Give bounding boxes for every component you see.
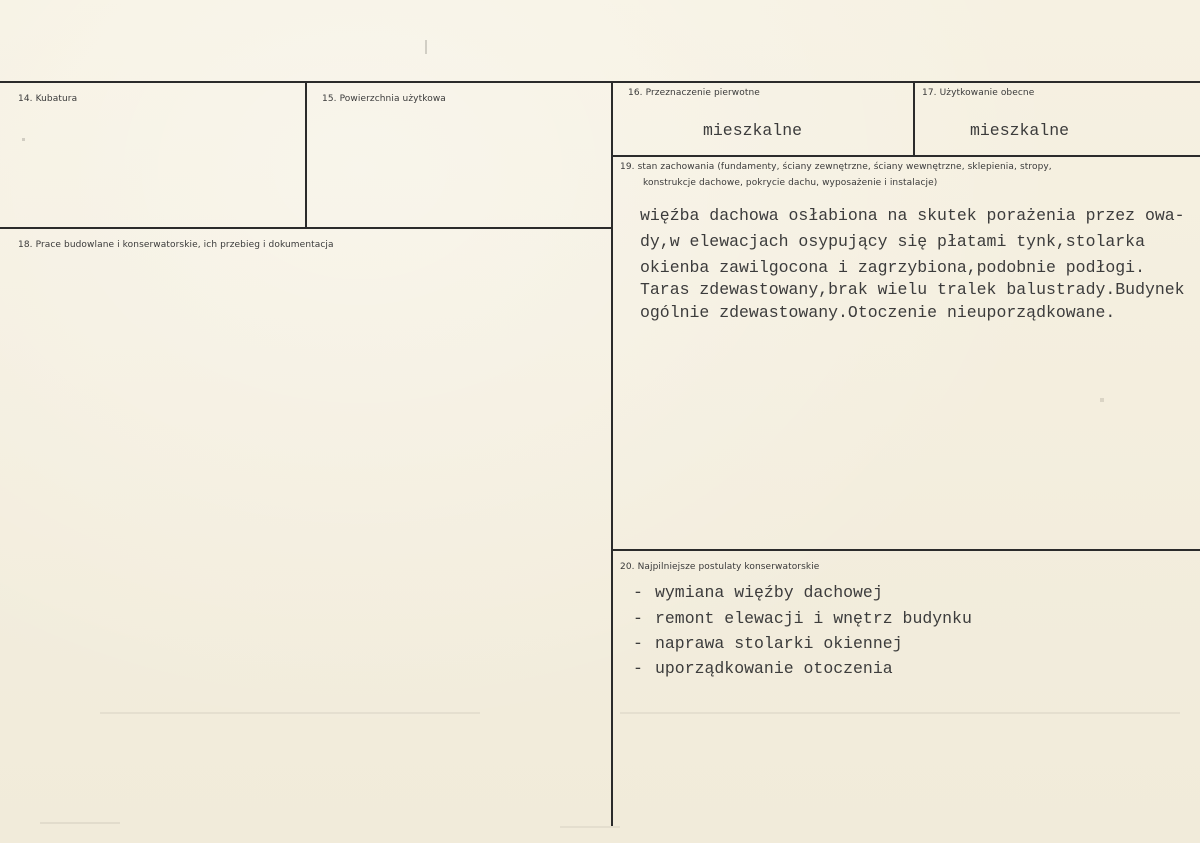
field-17-label: 17. Użytkowanie obecne (922, 88, 1035, 98)
field-16-value: mieszkalne (703, 121, 803, 140)
postulate-item: naprawa stolarki okiennej (655, 634, 903, 653)
field-14-label: 14. Kubatura (18, 94, 78, 104)
condition-text-line: okienba zawilgocona i zagrzybiona,podobnie podłogi. (640, 258, 1145, 277)
condition-text-line: dy,w elewacjach osypujący się płatami tynk,stolarka (640, 232, 1145, 251)
top-rule (0, 81, 1200, 83)
condition-text-line: ogólnie zdewastowany.Otoczenie nieuporządkowane. (640, 303, 1116, 322)
postulate-item: remont elewacji i wnętrz budynku (655, 609, 972, 628)
paper-speck (40, 822, 120, 824)
field-19-label-cont: konstrukcje dachowe, pokrycie dachu, wyposażenie i instalacje) (643, 178, 938, 188)
field-17-value: mieszkalne (970, 121, 1070, 140)
postulate-item: uporządkowanie otoczenia (655, 659, 893, 678)
rule-below-16-17 (612, 155, 1200, 157)
divider-14-15 (305, 81, 307, 229)
paper-speck (100, 712, 480, 714)
paper-speck (425, 40, 427, 54)
list-bullet: - (633, 634, 643, 653)
list-bullet: - (633, 583, 643, 602)
field-20-label: 20. Najpilniejsze postulaty konserwatorskie (620, 562, 820, 572)
field-19-label: 19. stan zachowania (fundamenty, ściany zewnętrzne, ściany wewnętrzne, sklepienia, stropy, (620, 162, 1052, 172)
paper-speck (1100, 398, 1104, 402)
rule-above-20 (612, 549, 1200, 551)
field-15-label: 15. Powierzchnia użytkowa (322, 94, 446, 104)
list-bullet: - (633, 609, 643, 628)
center-divider (611, 81, 613, 826)
field-18-label: 18. Prace budowlane i konserwatorskie, ich przebieg i dokumentacja (18, 240, 334, 250)
list-bullet: - (633, 659, 643, 678)
divider-16-17 (913, 81, 915, 156)
rule-below-14-15 (0, 227, 612, 229)
condition-text-line: Taras zdewastowany,brak wielu tralek balustrady.Budynek (640, 280, 1185, 299)
field-16-label: 16. Przeznaczenie pierwotne (628, 88, 760, 98)
postulate-item: wymiana więźby dachowej (655, 583, 883, 602)
paper-speck (22, 138, 25, 141)
paper-speck (620, 712, 1180, 714)
condition-text-line: więźba dachowa osłabiona na skutek porażenia przez owa- (640, 206, 1185, 225)
paper-speck (560, 826, 620, 828)
